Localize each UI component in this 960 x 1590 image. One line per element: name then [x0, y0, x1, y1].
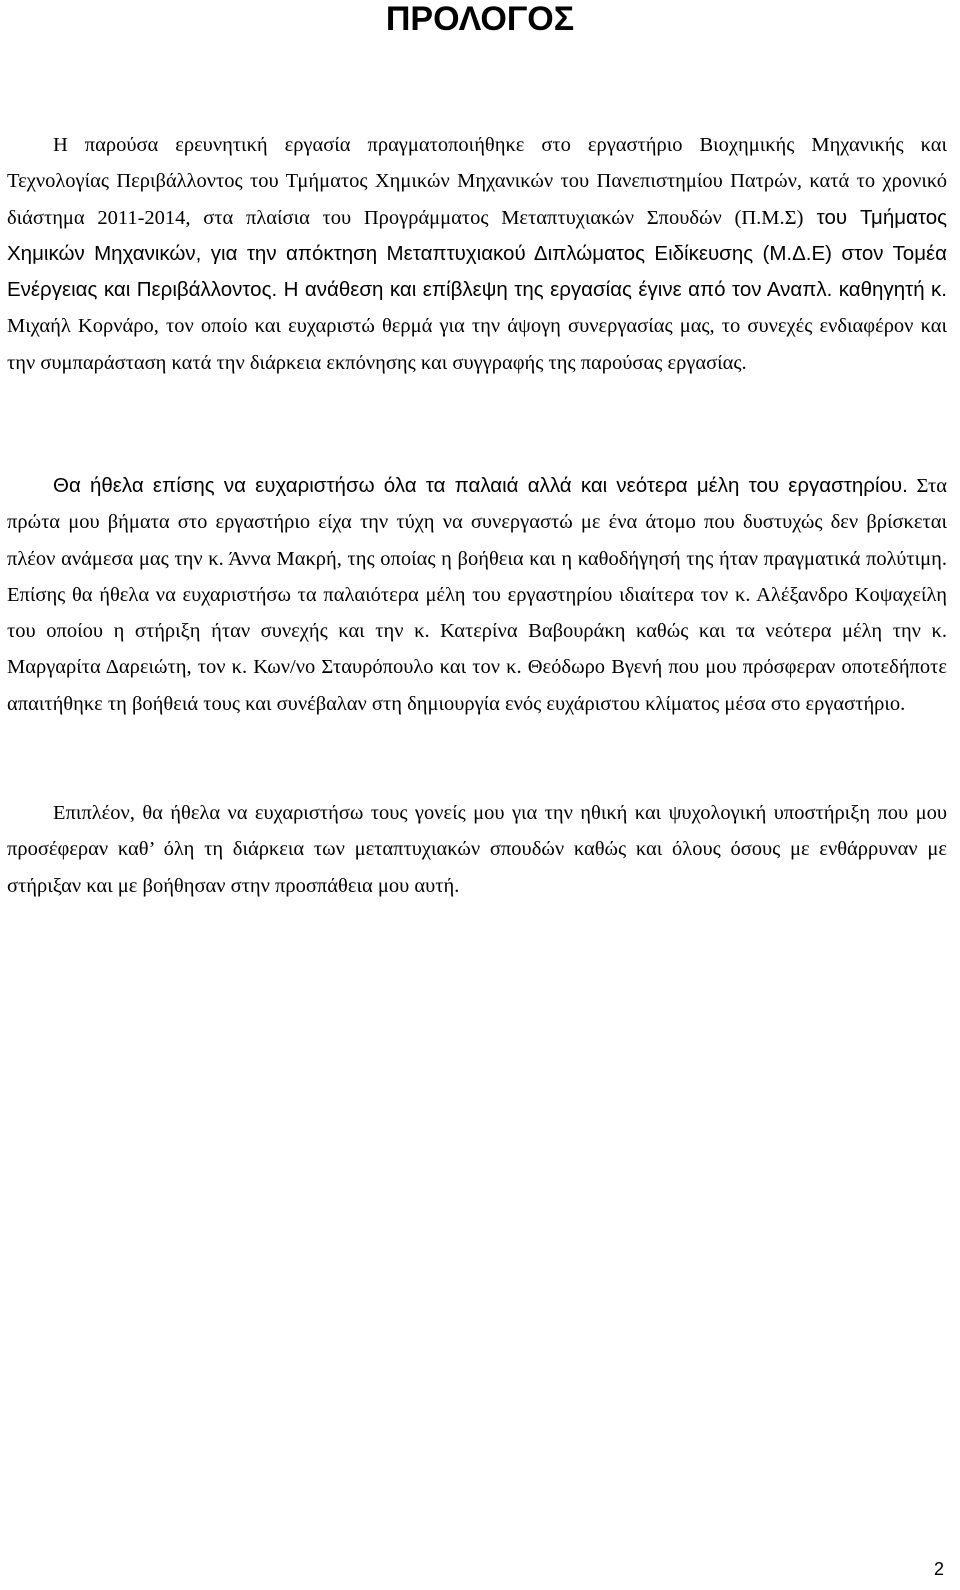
- paragraph-2-sentence-1: Θα ήθελα επίσης να ευχαριστήσω όλα τα παλαιά αλλά και νεότερα μέλη του εργαστηρίου.: [53, 474, 908, 497]
- page-title: ΠΡΟΛΟΓΟΣ: [385, 0, 575, 38]
- paragraph-3: [7, 795, 947, 904]
- paragraph-2-sentence-2: Στα πρώτα μου βήματα στο εργαστήριο είχα την τύχη να συνεργαστώ με ένα άτομο που δυστυχώς δεν βρίσκεται πλέον ανάμεσα μας την κ. Άννα Μακρή, της οποίας η βοήθεια και η καθοδήγησή της ήταν πραγματικά πολύτιμη. Επίσης θα ήθελα να ευχαριστήσω τα παλαιότερα μέλη του εργαστηρίου ιδιαίτερα τον κ. Αλέξανδρο Κοψαχείλη του οποίου η στήριξη ήταν συνεχής και την κ. Κατερίνα Βαβουράκη καθώς και τα νεότερα μέλη την κ. Μαργαρίτα Δαρειώτη, τον κ. Κων/νο Σταυρόπουλο και τον κ. Θεόδωρο Βγενή που μου πρόσφεραν οποτεδήποτε απαιτήθηκε τη βοήθειά τους και συνέβαλαν στη δημιουργία ενός ευχάριστου κλίματος μέσα στο εργαστήριο.: [7, 475, 948, 715]
- paragraph-1: [7, 127, 947, 381]
- paragraph-1-sentence-2: του Τμήματος Χημικών Μηχανικών, για την απόκτηση Μεταπτυχιακού Διπλώματος Ειδίκευσης (Μ.Δ.Ε) στον Τομέα Ενέργειας και Περιβάλλοντος. Η ανάθεση και επίβλεψη της εργασίας έγινε από τον Αναπλ. καθηγητή κ.: [7, 205, 947, 302]
- paragraph-3-sentence-1: Επιπλέον, θα ήθελα να ευχαριστήσω τους γονείς μου για την ηθική και ψυχολογική υποστήριξη που μου προσέφεραν καθ’ όλη τη διάρκεια των μεταπτυχιακών σπουδών καθώς και όλους όσους με ενθάρρυναν με στήριξαν και με βοήθησαν στην προσπάθεια μου αυτή.: [7, 802, 947, 897]
- paragraph-1-sentence-1: Η παρούσα ερευνητική εργασία πραγματοποιήθηκε στο εργαστήριο Βιοχημικής Μηχανικής και Τεχνολογίας Περιβάλλοντος του Τμήματος Χημικών Μηχανικών του Πανεπιστημίου Πατρών, κατά το χρονικό διάστημα 2011-2014, στα πλαίσια του Προγράμματος Μεταπτυχιακών Σπουδών (Π.Μ.Σ): [7, 134, 947, 229]
- paragraph-2: [7, 468, 947, 722]
- paragraph-1-sentence-3: Μιχαήλ Κορνάρο, τον οποίο και ευχαριστώ θερμά για την άψογη συνεργασίας μας, το συνεχές ενδιαφέρον και την συμπαράσταση κατά την διάρκεια εκπόνησης και συγγραφής της παρούσας εργασίας.: [7, 315, 947, 374]
- page-number: 2: [933, 1559, 944, 1579]
